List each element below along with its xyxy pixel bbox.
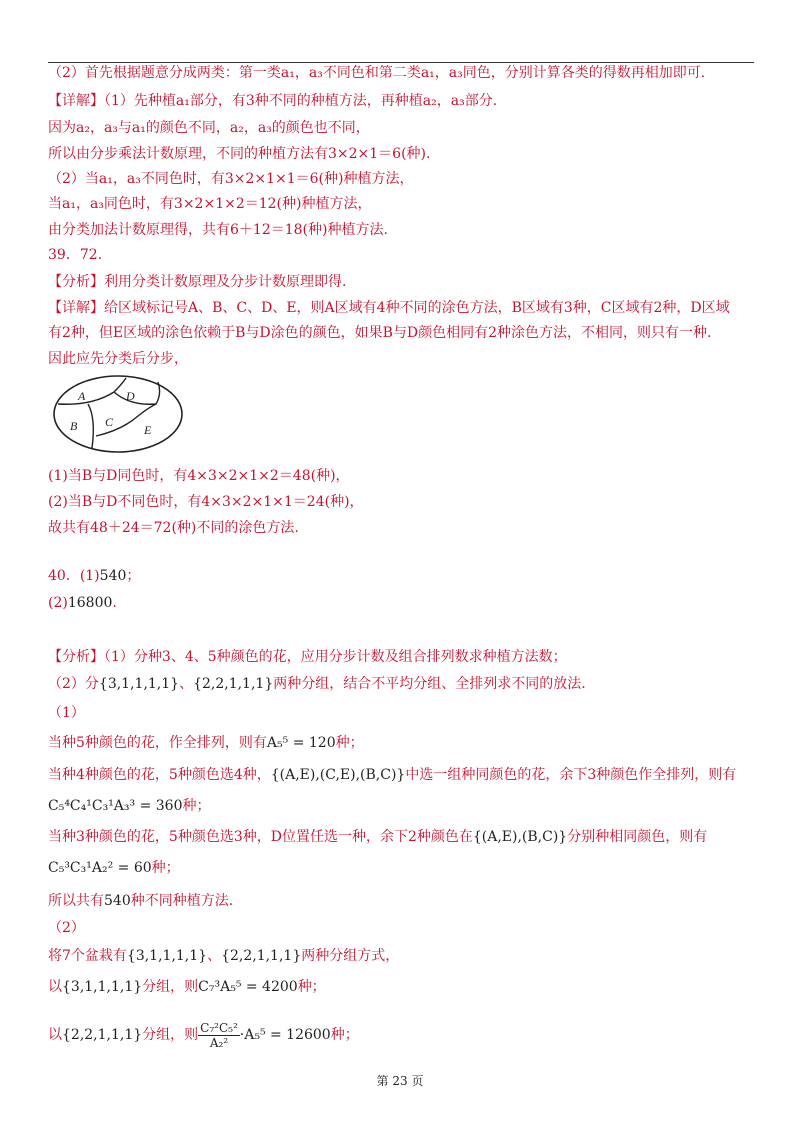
text-line: 由分类加法计数原理得，共有6＋12＝18(种)种植方法. bbox=[48, 222, 388, 238]
text-line: (1)当B与D同色时，有4×3×2×1×2＝48(种)， bbox=[48, 468, 350, 484]
text-line: C₅³C₃¹A₂² = 60种； bbox=[48, 860, 180, 876]
text-line: （1） bbox=[48, 705, 85, 721]
text-line: 以{3,1,1,1,1}分组，则C₇³A₅⁵ = 4200种； bbox=[48, 979, 326, 995]
fraction: $\frac{\text{C₇²C₅²}}{\text{A₂²}}$ bbox=[200, 1020, 238, 1050]
text-line: （2）当a₁，a₃不同色时，有3×2×1×1＝6(种)种植方法， bbox=[48, 171, 414, 187]
text-line: 当a₁，a₃同色时，有3×2×1×2＝12(种)种植方法， bbox=[48, 196, 372, 212]
text-line: 【分析】利用分类计数原理及分步计数原理即得. bbox=[48, 274, 347, 290]
region-e-label: E bbox=[144, 423, 152, 437]
region-b-label: B bbox=[70, 419, 78, 433]
page-number: 第 23 页 bbox=[376, 1074, 424, 1088]
region-c-label: C bbox=[105, 415, 114, 429]
text-line: 故共有48＋24＝72(种)不同的涂色方法. bbox=[48, 520, 299, 536]
text-line: 将7个盆栽有{3,1,1,1,1}、{2,2,1,1,1}两种分组方式， bbox=[48, 948, 400, 964]
text-line: 所以共有540种不同种植方法. bbox=[48, 893, 234, 909]
text-line: 以{2,2,1,1,1}分组，则 $\frac{\text{C₇²C₅²}}{\text{A₂²}}$ ·A₅⁵ = 12600种； bbox=[48, 1020, 359, 1050]
region-d-label: D bbox=[126, 389, 135, 403]
region-a-label: A bbox=[78, 389, 86, 403]
region-diagram bbox=[52, 372, 184, 456]
text-line: （2）首先根据题意分成两类：第一类a₁，a₃不同色和第二类a₁，a₃同色，分别计算各类的得数再相加即可. bbox=[48, 65, 706, 81]
text-line: 因此应先分类后分步， bbox=[48, 351, 188, 367]
text-line: 有2种，但E区域的涂色依赖于B与D涂色的颜色，如果B与D颜色相同有2种涂色方法，不相同，则只有一种. bbox=[48, 325, 712, 341]
text-line: 【详解】（1）先种植a₁部分，有3种不同的种植方法，再种植a₂，a₃部分. bbox=[48, 93, 498, 109]
text-line: 当种5种颜色的花，作全排列，则有A₅⁵ = 120种； bbox=[48, 735, 364, 751]
answer-line: (2)16800. bbox=[48, 595, 117, 611]
text-line: 【详解】给区域标记号A、B、C、D、E，则A区域有4种不同的涂色方法，B区域有3种，C区域有2种，D区域 bbox=[48, 300, 730, 316]
text-line: 当种3种颜色的花，5种颜色选3种，D位置任选一种，余下2种颜色在{(A,E),(B,C)}分别种相同颜色，则有 bbox=[48, 829, 708, 845]
text-line: 所以由分步乘法计数原理，不同的种植方法有3×2×1＝6(种). bbox=[48, 146, 431, 162]
text-line: (2)当B与D不同色时，有4×3×2×1×1＝24(种)， bbox=[48, 494, 364, 510]
text-line: 因为a₂，a₃与a₁的颜色不同，a₂，a₃的颜色也不同， bbox=[48, 120, 370, 136]
text-line: （2） bbox=[48, 920, 85, 936]
question-number: 39．72. bbox=[48, 247, 103, 263]
text-line: C₅⁴C₄¹C₃¹A₃³ = 360种； bbox=[48, 798, 211, 814]
text-line: （2）分{3,1,1,1,1}、{2,2,1,1,1}两种分组，结合不平均分组、全排列求不同的放法. bbox=[48, 676, 586, 692]
text-line: 当种4种颜色的花，5种颜色选4种，{(A,E),(C,E),(B,C)}中选一组种同颜色的花，余下3种颜色作全排列，则有 bbox=[48, 767, 737, 783]
answer-line: 40．(1)540； bbox=[48, 568, 141, 584]
text-line: 【分析】（1）分种3、4、5种颜色的花，应用分步计数及组合排列数求种植方法数； bbox=[48, 649, 567, 665]
